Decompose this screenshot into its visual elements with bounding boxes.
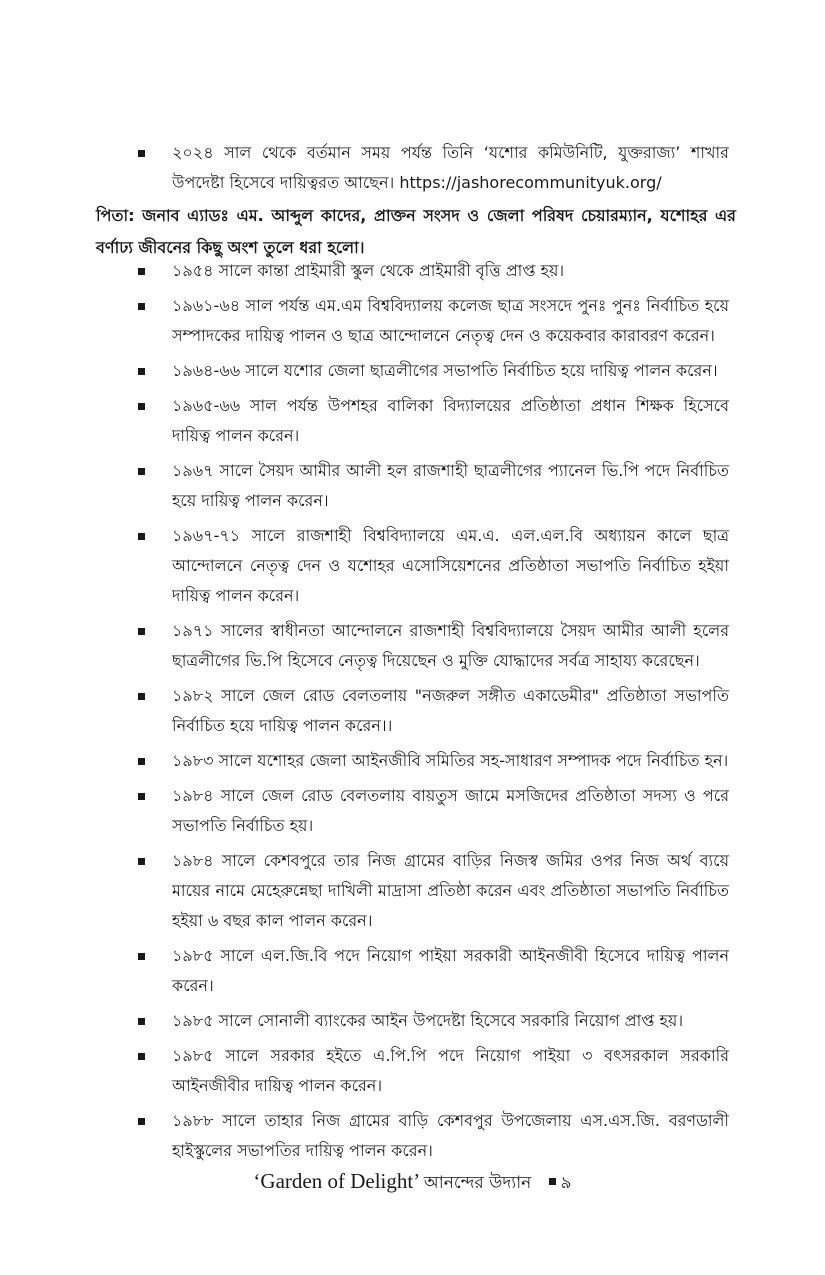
list-item-text: ১৯৬৭-৭১ সালে রাজশাহী বিশ্ববিদ্যালয়ে এম.এ. এল.এল.বি অধ্যায়ন কালে ছাত্র আন্দোলনে নেতৃত্ব দেন ও যশোহর এসোসিয়েশনের প্রতিষ্ঠাতা সভাপতি নির্বাচিত হইয়া দায়িত্ব পালন করেন। xyxy=(172,526,729,605)
list-item xyxy=(0,456,825,516)
list-item xyxy=(0,256,825,286)
list-item xyxy=(0,291,825,351)
bullet-square-icon xyxy=(138,858,145,865)
footer-square-icon xyxy=(549,1178,556,1185)
bullet-square-icon xyxy=(138,793,145,800)
list-item-text: ১৯৬৫-৬৬ সাল পর্যন্ত উপশহর বালিকা বিদ্যালয়ের প্রতিষ্ঠাতা প্রধান শিক্ষক হিসেবে দায়িত্ব পালন করেন। xyxy=(172,396,729,445)
list-item-text: ১৯৮২ সালে জেল রোড বেলতলায় "নজরুল সঙ্গীত একাডেমীর" প্রতিষ্ঠাতা সভাপতি নির্বাচিত হয়ে দায়িত্ব পালন করেন।। xyxy=(172,686,729,735)
list-item xyxy=(0,1041,825,1101)
list-item-text: ১৯৮৫ সালে এল.জি.বি পদে নিয়োগ পাইয়া সরকারী আইনজীবী হিসেবে দায়িত্ব পালন করেন। xyxy=(172,946,729,995)
bullet-square-icon xyxy=(138,693,145,700)
list-item xyxy=(0,681,825,741)
list-item-text: ১৯৬১-৬৪ সাল পর্যন্ত এম.এম বিশ্ববিদ্যালয় কলেজ ছাত্র সংসদে পুনঃ পুনঃ নির্বাচিত হয়ে সম্পাদকের দায়িত্ব পালন ও ছাত্র আন্দোলনে নেতৃত্ব দেন ও কয়েকবার কারাবরণ করেন। xyxy=(172,296,729,345)
bullet-square-icon xyxy=(138,368,145,375)
list-item xyxy=(0,391,825,451)
list-item-text: ১৯৮৪ সালে জেল রোড বেলতলায় বায়তুস জামে মসজিদের প্রতিষ্ঠাতা সদস্য ও পরে সভাপতি নির্বাচিত হয়। xyxy=(172,786,729,835)
list-item-text: ১৯৮৫ সালে সোনালী ব্যাংকের আইন উপদেষ্টা হিসেবে সরকারি নিয়োগ প্রাপ্ত হয়। xyxy=(172,1011,684,1030)
section-intro: পিতা: জনাব এ্যাডঃ এম. আব্দুল কাদের, প্রাক্তন সংসদ ও জেলা পরিষদ চেয়ারম্যান, যশোহর এর বর্ণাঢ্য জীবনের কিছু অংশ তুলে ধরা হলো। xyxy=(96,206,736,257)
biography-bullet-list xyxy=(0,256,825,1171)
list-item xyxy=(0,138,825,198)
page-footer xyxy=(0,1166,825,1198)
book-subtitle: আনন্দের উদ্যান xyxy=(423,1173,532,1193)
list-item-text: ১৯৮৮ সালে তাহার নিজ গ্রামের বাড়ি কেশবপুর উপজেলায় এস.এস.জি. বরণডালী হাইস্কুলের সভাপতির দায়িত্ব পালন করেন। xyxy=(172,1111,729,1160)
list-item xyxy=(0,941,825,1001)
list-item-text: ১৯৭১ সালের স্বাধীনতা আন্দোলনে রাজশাহী বিশ্ববিদ্যালয়ে সৈয়দ আমীর আলী হলের ছাত্রলীগের ভি.পি হিসেবে নেতৃত্ব দিয়েছেন ও মুক্তি যোদ্ধাদের সর্বত্র সাহায্য করেছেন। xyxy=(172,621,729,670)
bullet-square-icon xyxy=(138,303,145,310)
list-item xyxy=(0,356,825,386)
list-item xyxy=(0,616,825,676)
bullet-square-icon xyxy=(138,1118,145,1125)
bullet-square-icon xyxy=(138,953,145,960)
list-item-text: ২০২৪ সাল থেকে বর্তমান সময় পর্যন্ত তিনি ‘যশোর কমিউনিটি, যুক্তরাজ্য’ শাখার উপদেষ্টা হিসেবে দায়িত্বরত আছেন। https://jashorecommunityuk.org/ xyxy=(172,143,729,192)
top-bullet-list xyxy=(0,138,825,198)
list-item xyxy=(0,1006,825,1036)
list-item-text: ১৯৮৩ সালে যশোহর জেলা আইনজীবি সমিতির সহ-সাধারণ সম্পাদক পদে নির্বাচিত হন। xyxy=(172,751,729,770)
bullet-square-icon xyxy=(138,758,145,765)
list-item-text: ১৯৮৪ সালে কেশবপুরে তার নিজ গ্রামের বাড়ির নিজস্ব জমির ওপর নিজ অর্থ ব্যয়ে মায়ের নামে মেহেরুন্নেছা দাখিলী মাদ্রাসা প্রতিষ্ঠা করেন এবং প্রতিষ্ঠাতা সভাপতি নির্বাচিত হইয়া ৬ বছর কাল পালন করেন। xyxy=(172,851,729,930)
list-item-text: ১৯৫৪ সালে কান্তা প্রাইমারী স্কুল থেকে প্রাইমারী বৃত্তি প্রাপ্ত হয়। xyxy=(172,261,565,280)
bullet-square-icon xyxy=(138,150,145,157)
bullet-square-icon xyxy=(138,1053,145,1060)
bullet-square-icon xyxy=(138,1018,145,1025)
list-item xyxy=(0,521,825,611)
list-item xyxy=(0,846,825,936)
list-item-text: ১৯৬৪-৬৬ সালে যশোর জেলা ছাত্রলীগের সভাপতি নির্বাচিত হয়ে দায়িত্ব পালন করেন। xyxy=(172,361,718,380)
list-item xyxy=(0,746,825,776)
book-title: ‘Garden of Delight’ xyxy=(253,1169,419,1193)
list-item xyxy=(0,781,825,841)
bullet-square-icon xyxy=(138,403,145,410)
bullet-square-icon xyxy=(138,268,145,275)
list-item-text: ১৯৬৭ সালে সৈয়দ আমীর আলী হল রাজশাহী ছাত্রলীগের প্যানেল ভি.পি পদে নির্বাচিত হয়ে দায়িত্ব পালন করেন। xyxy=(172,461,729,510)
bullet-square-icon xyxy=(138,533,145,540)
bullet-square-icon xyxy=(138,628,145,635)
list-item-text: ১৯৮৫ সালে সরকার হইতে এ.পি.পি পদে নিয়োগ পাইয়া ৩ বৎসরকাল সরকারি আইনজীবীর দায়িত্ব পালন করেন। xyxy=(172,1046,729,1095)
bullet-square-icon xyxy=(138,468,145,475)
page-number: ৯ xyxy=(560,1173,572,1193)
list-item xyxy=(0,1106,825,1166)
